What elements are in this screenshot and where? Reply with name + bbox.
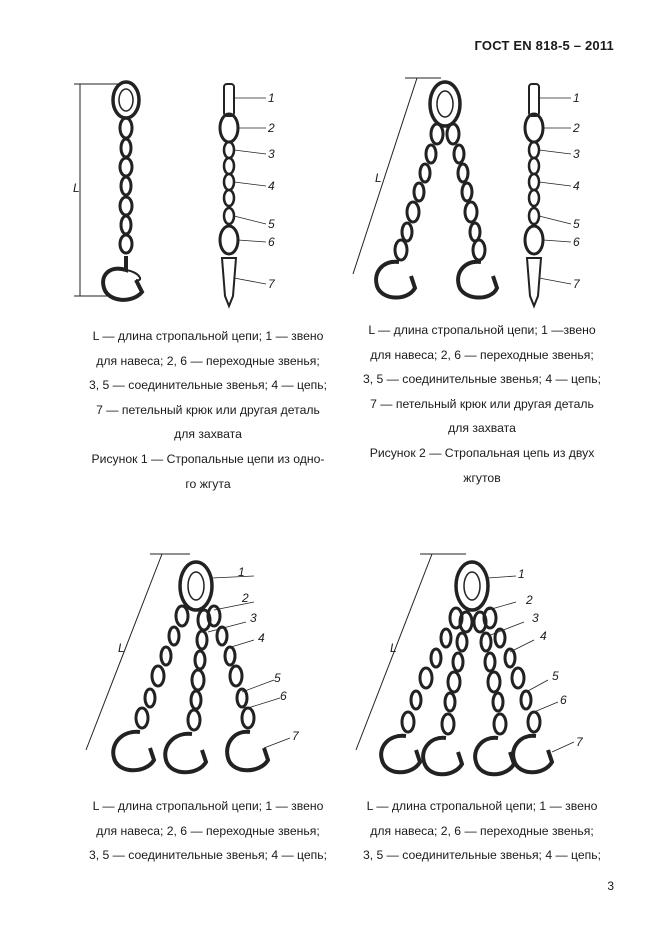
- callout-1: 1: [518, 567, 525, 581]
- callout-4: 4: [540, 629, 547, 643]
- legend-line: 7 — петельный крюк или другая деталь: [96, 402, 320, 417]
- figure-1-drawing: [70, 70, 290, 320]
- callout-6: 6: [268, 235, 275, 249]
- callout-5: 5: [552, 669, 559, 683]
- callout-5: 5: [573, 217, 580, 231]
- callout-7: 7: [576, 735, 583, 749]
- callout-6: 6: [280, 689, 287, 703]
- document-header: ГОСТ EN 818-5 – 2011: [474, 38, 614, 53]
- figure-4-caption: [346, 794, 618, 868]
- callout-2: 2: [268, 121, 275, 135]
- legend-line: 3, 5 — соединительные звенья; 4 — цепь;: [362, 372, 602, 387]
- callout-3: 3: [268, 147, 275, 161]
- callout-7: 7: [268, 277, 275, 291]
- figure-3-drawing: [78, 548, 328, 788]
- callout-1: 1: [573, 91, 580, 105]
- legend-line: L — длина стропальной цепи; 1 — звено: [366, 799, 598, 813]
- callout-3: 3: [532, 611, 539, 625]
- legend-line: 7 — петельный крюк или другая деталь: [370, 396, 594, 411]
- figure-4-drawing: [348, 548, 610, 788]
- figure-3-caption: [72, 794, 344, 868]
- callout-4: 4: [573, 179, 580, 193]
- legend-line: L — длина стропальной цепи; 1 —звено: [368, 323, 596, 337]
- legend-line: для захвата: [448, 421, 516, 436]
- callout-7: 7: [573, 277, 580, 291]
- legend-line: 3, 5 — соединительные звенья; 4 — цепь;: [88, 848, 328, 863]
- callout-7: 7: [292, 729, 299, 743]
- legend-line: для навеса; 2, 6 — переходные звенья;: [370, 347, 594, 362]
- page-number: 3: [607, 879, 614, 893]
- legend-line: L — длина стропальной цепи; 1 — звено: [92, 799, 324, 813]
- legend-line: 3, 5 — соединительные звенья; 4 — цепь;: [88, 378, 328, 393]
- figure-1-caption: [72, 324, 344, 496]
- callout-2: 2: [526, 593, 533, 607]
- legend-line: для навеса; 2, 6 — переходные звенья;: [96, 353, 320, 368]
- legend-line: для навеса; 2, 6 — переходные звенья;: [370, 823, 594, 838]
- figure-2-caption: [346, 318, 618, 490]
- callout-6: 6: [560, 693, 567, 707]
- figure-1-dimension-label: L: [73, 181, 80, 195]
- figure-2-drawing: [345, 70, 605, 320]
- legend-line: для захвата: [174, 427, 242, 442]
- figure-title: Рисунок 2 — Стропальная цепь из двух: [369, 445, 595, 460]
- callout-2: 2: [242, 591, 249, 605]
- figure-title: Рисунок 1 — Стропальные цепи из одно-: [91, 451, 325, 466]
- callout-1: 1: [268, 91, 275, 105]
- figure-title: го жгута: [185, 476, 231, 491]
- legend-line: L — длина стропальной цепи; 1 — звено: [92, 329, 324, 343]
- figure-3-dimension-label: L: [118, 641, 125, 655]
- legend-line: 3, 5 — соединительные звенья; 4 — цепь;: [362, 848, 602, 863]
- figure-2-dimension-label: L: [375, 171, 382, 185]
- callout-4: 4: [258, 631, 265, 645]
- callout-3: 3: [250, 611, 257, 625]
- callout-1: 1: [238, 565, 245, 579]
- callout-4: 4: [268, 179, 275, 193]
- callout-5: 5: [268, 217, 275, 231]
- callout-2: 2: [573, 121, 580, 135]
- callout-3: 3: [573, 147, 580, 161]
- legend-line: для навеса; 2, 6 — переходные звенья;: [96, 823, 320, 838]
- figure-4-dimension-label: L: [390, 641, 397, 655]
- callout-5: 5: [274, 671, 281, 685]
- figure-title: жгутов: [463, 470, 501, 485]
- callout-6: 6: [573, 235, 580, 249]
